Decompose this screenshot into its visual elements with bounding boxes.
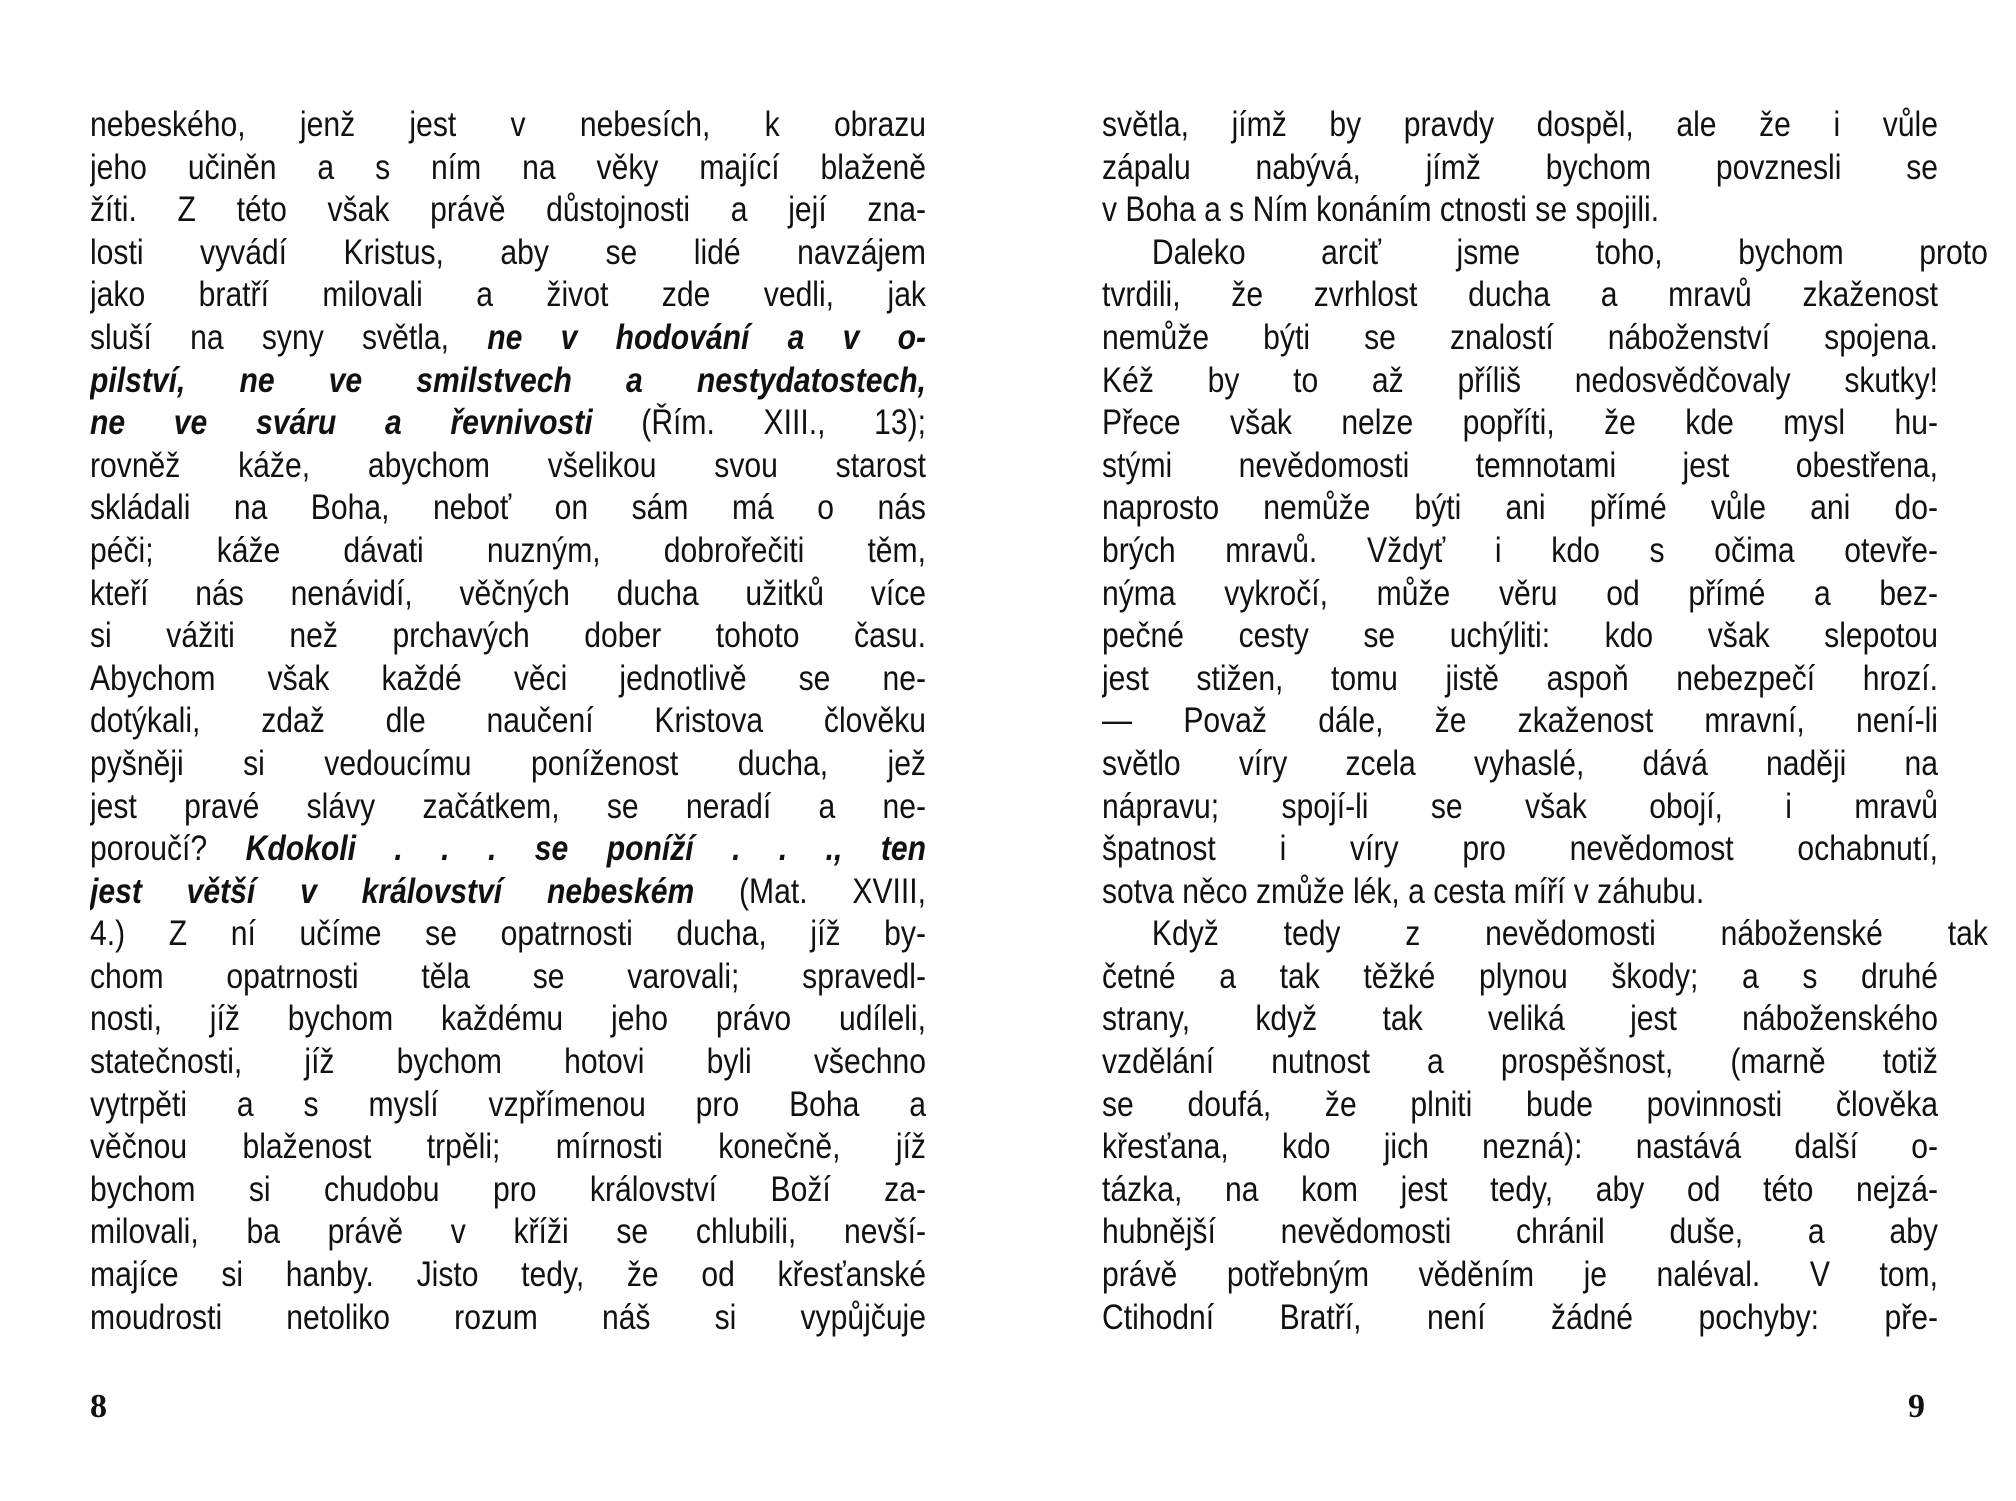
- text-line: strany, když tak veliká jest náboženského: [1102, 999, 1938, 1039]
- text-line: zápalu nabývá, jímž bychom povznesli se: [1102, 147, 1938, 187]
- text-line: pyšněji si vedoucímu poníženost ducha, jež: [90, 743, 926, 783]
- text-line: brých mravů. Vždyť i kdo s očima otevře-: [1102, 530, 1938, 570]
- text-line: nýma vykročí, může věru od přímé a bez-: [1102, 573, 1938, 613]
- text-line: statečnosti, jíž bychom hotovi byli všechno: [90, 1042, 926, 1082]
- text-line: Přece však nelze popříti, že kde mysl hu-: [1102, 403, 1938, 443]
- scripture-quote: jest větší v království nebeském: [90, 871, 695, 911]
- citation: (Mat. XVIII,: [694, 871, 926, 911]
- text-line: dotýkali, zdaž dle naučení Kristova člověku: [90, 701, 926, 741]
- text-line: losti vyvádí Kristus, aby se lidé navzájem: [90, 232, 926, 272]
- text-line: Kéž by to až příliš nedosvědčovaly skutky!: [1102, 360, 1938, 400]
- text-line: 4.) Z ní učíme se opatrnosti ducha, jíž by-: [90, 914, 926, 954]
- left-page-text: [90, 104, 928, 1339]
- text-line: právě potřebným věděním je naléval. V tom,: [1102, 1255, 1938, 1295]
- text-line: Abychom však každé věci jednotlivě se ne-: [90, 658, 926, 698]
- text-line: stými nevědomosti temnotami jest obestřena,: [1102, 445, 1938, 485]
- text-line: Ctihodní Bratří, není žádné pochyby: pře-: [1102, 1297, 1938, 1337]
- text-line: rovněž káže, abychom všelikou svou starost: [90, 445, 926, 485]
- text-line: žíti. Z této však právě důstojnosti a její zna-: [90, 190, 926, 230]
- text-line: vytrpěti a s myslí vzpřímenou pro Boha a: [90, 1084, 926, 1124]
- scripture-quote: ne v hodování a v o-: [487, 317, 926, 357]
- text-line: se doufá, že plniti bude povinnosti člověka: [1102, 1084, 1938, 1124]
- text-line: světlo víry zcela vyhaslé, dává naději na: [1102, 743, 1938, 783]
- text-line: [90, 871, 926, 914]
- text-line: jest pravé slávy začátkem, se neradí a ne-: [90, 786, 926, 826]
- text-line: sotva něco zmůže lék, a cesta míří v záhubu.: [1102, 871, 1705, 911]
- citation: (Řím. XIII., 13);: [592, 403, 926, 443]
- text-segment: sluší na syny světla,: [90, 317, 488, 357]
- page-number-left: 8: [90, 1388, 107, 1425]
- right-page-text: [1102, 104, 1988, 1339]
- text-line: světla, jímž by pravdy dospěl, ale že i vůle: [1102, 105, 1938, 144]
- page-number-right: 9: [1908, 1388, 1925, 1425]
- text-line: kteří nás nenávidí, věčných ducha užitků více: [90, 573, 926, 613]
- text-line: bychom si chudobu pro království Boží za-: [90, 1169, 926, 1209]
- text-line: tvrdili, že zvrhlost ducha a mravů zkaženost: [1102, 275, 1938, 315]
- text-line: skládali na Boha, neboť on sám má o nás: [90, 488, 926, 528]
- text-line: nápravu; spojí-li se však obojí, i mravů: [1102, 786, 1938, 826]
- text-line: špatnost i víry pro nevědomost ochabnutí,: [1102, 829, 1938, 869]
- text-line: v Boha a s Ním konáním ctnosti se spojili.: [1102, 190, 1660, 230]
- text-line: nosti, jíž bychom každému jeho právo udíleli,: [90, 999, 926, 1039]
- text-segment: poroučí?: [90, 829, 246, 869]
- text-line: pečné cesty se uchýliti: kdo však slepotou: [1102, 616, 1938, 656]
- text-line: chom opatrnosti těla se varovali; spravedl-: [90, 956, 926, 996]
- text-line: — Považ dále, že zkaženost mravní, není-li: [1102, 701, 1938, 741]
- scripture-quote: Kdokoli . . . se poníží . . ., ten: [245, 829, 926, 869]
- text-line: křesťana, kdo jich nezná): nastává další o-: [1102, 1127, 1938, 1167]
- scripture-quote: ne ve sváru a řevnivosti: [90, 403, 593, 443]
- text-line: [90, 317, 926, 360]
- text-line: péči; káže dávati nuzným, dobrořečiti těm,: [90, 530, 926, 570]
- text-line: četné a tak těžké plynou škody; a s druhé: [1102, 956, 1938, 996]
- text-line: milovali, ba právě v kříži se chlubili, nevší-: [90, 1212, 926, 1252]
- text-line: si vážiti než prchavých dober tohoto času.: [90, 616, 926, 656]
- text-line: naprosto nemůže býti ani přímé vůle ani do-: [1102, 488, 1938, 528]
- text-line: [90, 402, 926, 445]
- text-line: [90, 828, 926, 871]
- text-line: moudrosti netoliko rozum náš si vypůjčuje: [90, 1297, 926, 1337]
- text-line: jeho učiněn a s ním na věky mající blaženě: [90, 147, 926, 187]
- text-line: jest stižen, tomu jistě aspoň nebezpečí hrozí.: [1102, 658, 1938, 698]
- text-line: nebeského, jenž jest v nebesích, k obrazu: [90, 105, 926, 144]
- text-line: Když tedy z nevědomosti náboženské tak: [1151, 914, 1988, 954]
- scripture-quote: pilství, ne ve smilstvech a nestydatostech,: [90, 360, 926, 400]
- text-line: tázka, na kom jest tedy, aby od této nejzá-: [1102, 1169, 1938, 1209]
- text-line: Daleko arciť jsme toho, bychom proto: [1151, 232, 1988, 272]
- text-line: hubnější nevědomosti chránil duše, a aby: [1102, 1212, 1938, 1252]
- text-line: jako bratří milovali a život zde vedli, jak: [90, 275, 926, 315]
- text-line: věčnou blaženost trpěli; mírnosti konečně, jíž: [90, 1127, 926, 1167]
- text-line: vzdělání nutnost a prospěšnost, (marně totiž: [1102, 1042, 1938, 1082]
- text-line: majíce si hanby. Jisto tedy, že od křesťanské: [90, 1255, 926, 1295]
- text-line: nemůže býti se znalostí náboženství spojena.: [1102, 317, 1938, 357]
